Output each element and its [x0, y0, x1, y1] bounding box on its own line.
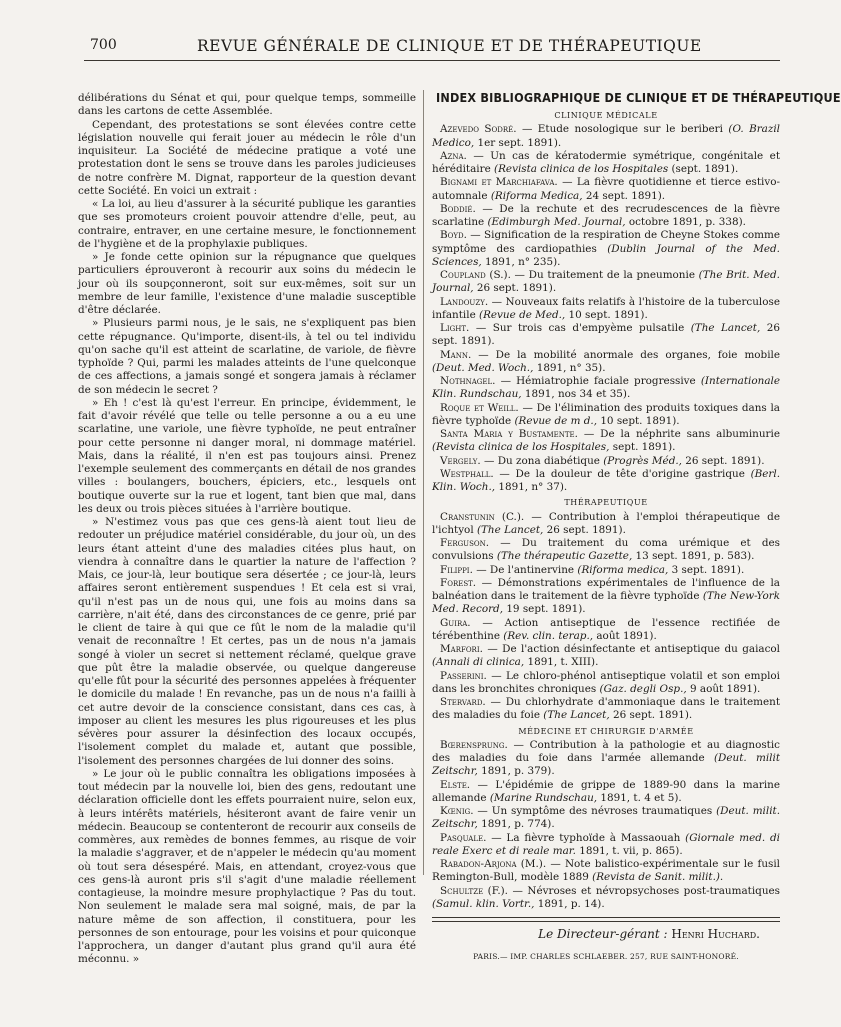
entry-reference: (Deut. milit. Zeitschr, [432, 805, 780, 831]
entry-author: Azna. [440, 149, 467, 162]
entry-author: Forest. [440, 576, 477, 589]
entry-reference: (Revista clinica de los Hospitales, [432, 441, 610, 454]
entry-text: — De l'antinervine [472, 563, 578, 576]
entry-reference: (Gaz. degli Osp., [599, 682, 687, 695]
page-number: 700 [90, 37, 117, 53]
entry-tail: sept. 1891). [609, 441, 676, 454]
entry-text: — De la néphrite sans albuminurie [577, 428, 780, 440]
index-entry [432, 670, 780, 697]
entry-text: — L'épidémie de grippe de 1889-90 dans la marine allemande [432, 778, 780, 804]
entry-author: Nothnagel. [440, 375, 496, 387]
entry-author: Rabadon-Arjona (M.). [440, 858, 547, 870]
entry-text: — De la mobilité anormale des organes, foie mobile [471, 348, 780, 361]
entry-author: Bignami et Marchiafava. [440, 176, 558, 189]
entry-reference: (Giornale med. di reale Exerc et di reale mar. [432, 831, 780, 857]
article-column [78, 92, 416, 967]
entry-reference: (The New-York Med. Record, [432, 590, 781, 616]
entry-text: — Du traitement de la pneumonie [510, 269, 699, 281]
entry-tail: 9 août 1891). [686, 682, 761, 695]
entry-reference: (Revista clinica de los Hospitales [494, 163, 669, 175]
entry-author: Cranstunin (C.). [440, 510, 525, 523]
entry-tail: 1891, nos 34 et 35). [521, 388, 631, 401]
entry-author: Filippi. [440, 563, 473, 576]
entry-reference: (Revue de Med., [479, 308, 566, 321]
entry-author: Ferguson. [440, 537, 490, 549]
entry-reference: (Annali di clinica, [432, 656, 525, 669]
entry-text: — Contribution à la pathologie et au diagnostic des maladies du foie dans l'armée allemande [432, 738, 780, 764]
index-entry [432, 150, 780, 177]
entry-reference: (Dublin Journal of the Med. Sciences, [432, 242, 780, 268]
running-title: REVUE GÉNÉRALE DE CLINIQUE ET DE THÉRAPEUTIQUE [197, 37, 702, 55]
entry-reference: (Deut. milit Zeitschr, [432, 752, 780, 778]
section-heading: CLINIQUE MÉDICALE [554, 111, 658, 120]
article-paragraph: Cependant, des protestations se sont élevées contre cette législation nouvelle qui ferait jouer au médecin le rôle d'un inquisiteur. La Société de médecine pratique a voté une protestation dont le sens se trouve dans les paroles judicieuses de notre confrère M. Dignat, rapporteur de la question devant cette Société. En voici un extrait : [78, 118, 416, 197]
index-entry [432, 696, 780, 723]
signature-label: Le Directeur-gérant : [538, 927, 668, 941]
entry-text: — Du chlorhydrate d'ammoniaque dans le traitement des maladies du foie [432, 696, 780, 722]
entry-text: — Du zona diabétique [480, 454, 604, 467]
entry-author: Boddié. [440, 202, 476, 215]
entry-author: Passerini. [440, 669, 487, 682]
entry-reference: (The Lancet, [543, 709, 610, 722]
index-entry [432, 564, 780, 577]
entry-author: Coupland (S.). [440, 269, 511, 281]
index-title: INDEX BIBLIOGRAPHIQUE DE CLINIQUE ET DE THÉRAPEUTIQUE [436, 90, 841, 105]
article-paragraph: » Plusieurs parmi nous, je le sais, ne s'expliquent pas bien cette répugnance. Qu'importe, disent-ils, à tel ou tel individu qu'on sache qu'il est atteint de scarlatine, de variole, de fièvre typhoïde ? Qui, parmi les malades atteints de l'une quelconque de ces affections, a jamais songé et songera jamais à réclamer de son médecin le secret ? [78, 317, 416, 396]
entry-reference: (Samul. klin. Vortr., [432, 897, 535, 910]
entry-tail: 26 sept. 1891). [681, 454, 765, 467]
section-heading: THÉRAPEUTIQUE [564, 498, 648, 508]
bibliographic-index [432, 90, 841, 964]
entry-reference: (Riforma Medica, [490, 189, 583, 202]
index-entry [432, 375, 780, 402]
index-entry [432, 229, 780, 269]
printer-imprint: PARIS.— IMP. CHARLES SCHLAEBER. 257, RUE SAINT-HONORÉ. [473, 952, 739, 962]
entry-tail: 3 sept. 1891). [668, 563, 745, 576]
entry-reference: (The Brit. Med. Journal, [432, 269, 780, 295]
index-entry [432, 643, 780, 670]
entry-reference: (Riforma medica, [577, 563, 669, 576]
entry-tail: 1891, t. vii, p. 865). [575, 844, 683, 857]
index-entry [432, 269, 780, 296]
index-entry [432, 537, 780, 564]
signature-name: Henri Huchard. [671, 927, 760, 941]
entry-reference: (Internationale Klin. Rundschau, [432, 375, 780, 401]
entry-text: — De la rechute et des recrudescences de la fièvre scarlatine [432, 202, 780, 228]
article-paragraph: » Eh ! c'est là qu'est l'erreur. En principe, évidemment, le fait d'avoir révélé que telle ou telle personne a ou a eu une scarlatine, une variole, une fièvre typhoïde, ne peut entraîner pour cette personne ni danger moral, ni dommage matériel. Mais, dans la réalité, il n'en est pas toujours ainsi. Prenez l'exemple seulement des commerçants en détail de nos grandes villes : boulangers, bouchers, épiciers, etc., lesquels ont boutique ouverte sur la rue et logent, tant bien que mal, dans les deux ou trois pièces situées à l'arrière boutique. [78, 396, 416, 515]
entry-reference: (The Lancet, [690, 322, 761, 334]
entry-tail: 13 sept. 1891, p. 583). [632, 550, 755, 563]
entry-tail: 24 sept. 1891). [582, 189, 666, 202]
entry-tail: 1891, p. 14). [534, 897, 605, 910]
entry-author: Santa Maria y Bustamente. [440, 428, 578, 440]
entry-tail: 1891, n° 37). [495, 481, 568, 493]
entry-text: — Sur trois cas d'empyème pulsatile [469, 322, 691, 334]
index-entry [432, 885, 780, 912]
entry-tail: 1891, t. XIII). [524, 656, 599, 669]
section-heading: MÉDECINE ET CHIRURGIE D'ARMÉE [518, 726, 694, 736]
entry-author: Elste. [440, 778, 471, 791]
entry-text: — Nouveaux faits relatifs à l'histoire de la tuberculose infantile [432, 295, 780, 321]
entry-text: — Note balistico-expérimentale sur le fusil Remington-Bull, modèle 1889 [432, 858, 780, 884]
index-entry [432, 832, 780, 859]
header-rule [84, 60, 780, 61]
index-entry [432, 858, 780, 885]
entry-text: — Un cas de kératodermie symétrique, congénitale et héréditaire [432, 149, 780, 175]
entry-text: — Un symptôme des névroses traumatiques [473, 805, 717, 817]
entry-tail: 1891, p. 774). [477, 818, 555, 831]
entry-reference: (Revista de Sanit. milit.). [592, 871, 724, 884]
entry-tail: 26 sept. 1891). [432, 322, 780, 348]
entry-tail: 1er sept. 1891). [474, 136, 562, 149]
entry-author: Schultze (F.). [440, 884, 508, 897]
entry-tail: 10 sept. 1891). [565, 308, 648, 321]
entry-tail: 1891, n° 35). [533, 361, 606, 374]
entry-author: Marfori. [440, 643, 483, 655]
entry-reference: (Berl. Klin. Woch., [432, 467, 780, 493]
article-paragraph: délibérations du Sénat et qui, pour quelque temps, sommeille dans les cartons de cette Assemblée. [78, 92, 416, 118]
index-entry [432, 322, 780, 349]
signature-rule [432, 917, 780, 922]
entry-text: — Démonstrations expérimentales de l'influence de la balnéation dans le traitement de la fièvre typhoïde [432, 576, 780, 602]
entry-tail: 1891, n° 235). [481, 255, 561, 268]
entry-reference: (The Lancet, [476, 523, 544, 536]
entry-text: — Névroses et névropsychoses post-traumatiques [508, 884, 780, 897]
entry-text: — Action antiseptique de l'essence rectifiée de térébenthine [432, 616, 780, 642]
entry-reference: (Rev. clin. terap., [503, 629, 594, 642]
entry-author: Boyd. [440, 229, 467, 242]
entry-text: — Hémiatrophie faciale progressive [495, 375, 701, 387]
index-entry [432, 805, 780, 832]
entry-text: — Signification de la respiration de Cheyne Stokes comme symptôme des cardiopathies [432, 229, 780, 255]
index-entry [432, 617, 780, 644]
signature-line [432, 928, 780, 941]
index-entry [432, 203, 780, 230]
index-entry [432, 296, 780, 323]
entry-reference: (The thérapeutic Gazette, [496, 550, 633, 563]
index-entry [432, 739, 780, 779]
entry-text: — De l'action désinfectante et antiseptique du gaiacol [482, 643, 780, 655]
entry-reference: (O. Brazil Medico, [432, 123, 780, 149]
index-entry [432, 779, 780, 806]
entry-author: Kœnig. [440, 805, 474, 817]
index-sections [432, 109, 780, 911]
column-divider [423, 90, 424, 875]
entry-tail: 1891, p. 379). [477, 765, 555, 778]
entry-text: — Du traitement du coma urémique et des convulsions [432, 537, 780, 563]
index-entry [432, 428, 780, 455]
entry-tail: 1891, t. 4 et 5). [597, 791, 682, 804]
entry-reference: (Revue de m d., [514, 414, 598, 427]
entry-text: — Contribution à l'emploi thérapeutique de l'ichtyol [432, 510, 780, 536]
entry-tail: août 1891). [593, 629, 657, 642]
entry-reference: (Marine Rundschau, [489, 791, 598, 804]
entry-author: Pasquale. [440, 831, 487, 844]
entry-text: — La fièvre quotidienne et tierce estivo-automnale [432, 176, 781, 202]
entry-tail: 26 sept. 1891). [473, 282, 557, 295]
entry-tail: 26 sept. 1891). [609, 709, 693, 722]
index-entry [432, 511, 780, 538]
entry-author: Azevedo Sodré. [440, 123, 517, 136]
entry-reference: (Deut. Med. Woch., [432, 361, 534, 374]
entry-author: Westphall. [440, 467, 494, 480]
article-paragraph: » N'estimez vous pas que ces gens-là aient tout lieu de redouter un préjudice matériel considérable, du jour où, un des leurs étant atteint d'une des maladies citées plus haut, on viendra à connaître dans le quartier la nature de l'affection ? Mais, ce jour-là, leur boutique sera désertée ; ce jour-là, leurs affaires seront entièrement suspendues ! Et cela est si vrai, qu'il n'est pas un de nous qui, une fois au moins dans sa carrière, n'ait été, dans des circonstances de ce genre, prié par le client de taire à qui que ce fût le nom de la maladie qu'il venait de reconnaître ! Et certes, pas un de nous n'a jamais songé à violer un secret si nettement réclamé, quelque grave que pût être la maladie observée, ou quelque dangereuse qu'elle fût pour la sécurité des personnes appelées à fréquenter le domicile du malade ! En revanche, pas un de nous n'a failli à cet autre devoir de la conscience consistant, dans ces cas, à imposer au client les mesures les plus rigoureuses et les plus sévères pour assurer la désinfection des locaux occupés, l'isolement complet du malade et, autant que possible, l'isolement des personnes chargées de lui donner des soins. [78, 516, 416, 767]
entry-reference: (Edimburgh Med. Journal, [487, 216, 626, 228]
index-entry [432, 402, 780, 429]
entry-text: — Etude nosologique sur le beriberi [516, 123, 729, 136]
entry-text: — De l'élimination des produits toxiques dans la fièvre typhoïde [432, 401, 780, 427]
entry-reference: (Progrès Méd., [603, 454, 682, 467]
entry-author: Landouzy. [440, 295, 489, 308]
entry-author: Mann. [440, 348, 472, 361]
article-paragraph: » Le jour où le public connaîtra les obligations imposées à tout médecin par la nouvelle loi, bien des gens, redoutant une déclaration officielle dont les effets pourraient nuire, selon eux, à leurs intérêts matériels, hésiteront avant de faire venir un médecin. Beaucoup se contenteront de recourir aux conseils de commères, aux remèdes de bonnes femmes, au risque de voir la maladie s'aggraver, et de n'appeler le médecin qu'au moment où tout sera désespéré. Mais, en attendant, croyez-vous que ces gens-là auront pris s'il s'agit d'une maladie réellement contagieuse, la moindre mesure prophylactique ? Pas du tout. Non seulement le malade sera mal soigné, mais, de par la nature même de son affection, il constituera, pour les personnes de son entourage, pour les voisins et pour quiconque l'approchera, un danger d'autant plus grand qu'il aura été méconnu. » [78, 767, 416, 966]
index-entry [432, 577, 780, 617]
entry-text: — Le chloro-phénol antiseptique volatil et son emploi dans les bronchites chroniques [432, 669, 780, 695]
entry-author: Guira. [440, 616, 471, 629]
index-entry [432, 468, 780, 495]
entry-tail: octobre 1891, p. 338). [625, 216, 746, 228]
index-entry [432, 123, 780, 150]
entry-author: Light. [440, 322, 470, 334]
entry-text: — La fièvre typhoïde à Massaouah [486, 831, 686, 844]
entry-tail: (sept. 1891). [668, 163, 739, 175]
entry-author: Stervard. [440, 696, 486, 708]
entry-tail: 26 sept. 1891). [543, 523, 626, 536]
index-entry [432, 349, 780, 376]
index-entry [432, 455, 780, 468]
article-paragraph: » Je fonde cette opinion sur la répugnance que quelques particuliers éprouveront à recourir aux soins du médecin le jour où ils soupçonneront, soit sur eux-mêmes, soit sur un membre de leur famille, l'existence d'une maladie susceptible d'être déclarée. [78, 251, 416, 316]
entry-text: — De la douleur de tête d'origine gastrique [493, 467, 751, 480]
entry-author: Bœrensprung. [440, 738, 508, 751]
entry-tail: 19 sept. 1891). [503, 603, 586, 616]
index-entry [432, 176, 780, 203]
entry-author: Vergely. [440, 454, 481, 467]
entry-tail: 10 sept. 1891). [597, 414, 680, 427]
article-paragraph: « La loi, au lieu d'assurer à la sécurité publique les garanties que ses promoteurs croient pouvoir attendre d'elle, peut, au contraire, entraver, en une certaine mesure, le fonctionnement de l'hygiène et de la prophylaxie publiques. [78, 198, 416, 250]
entry-author: Roque et Weill. [440, 401, 519, 414]
